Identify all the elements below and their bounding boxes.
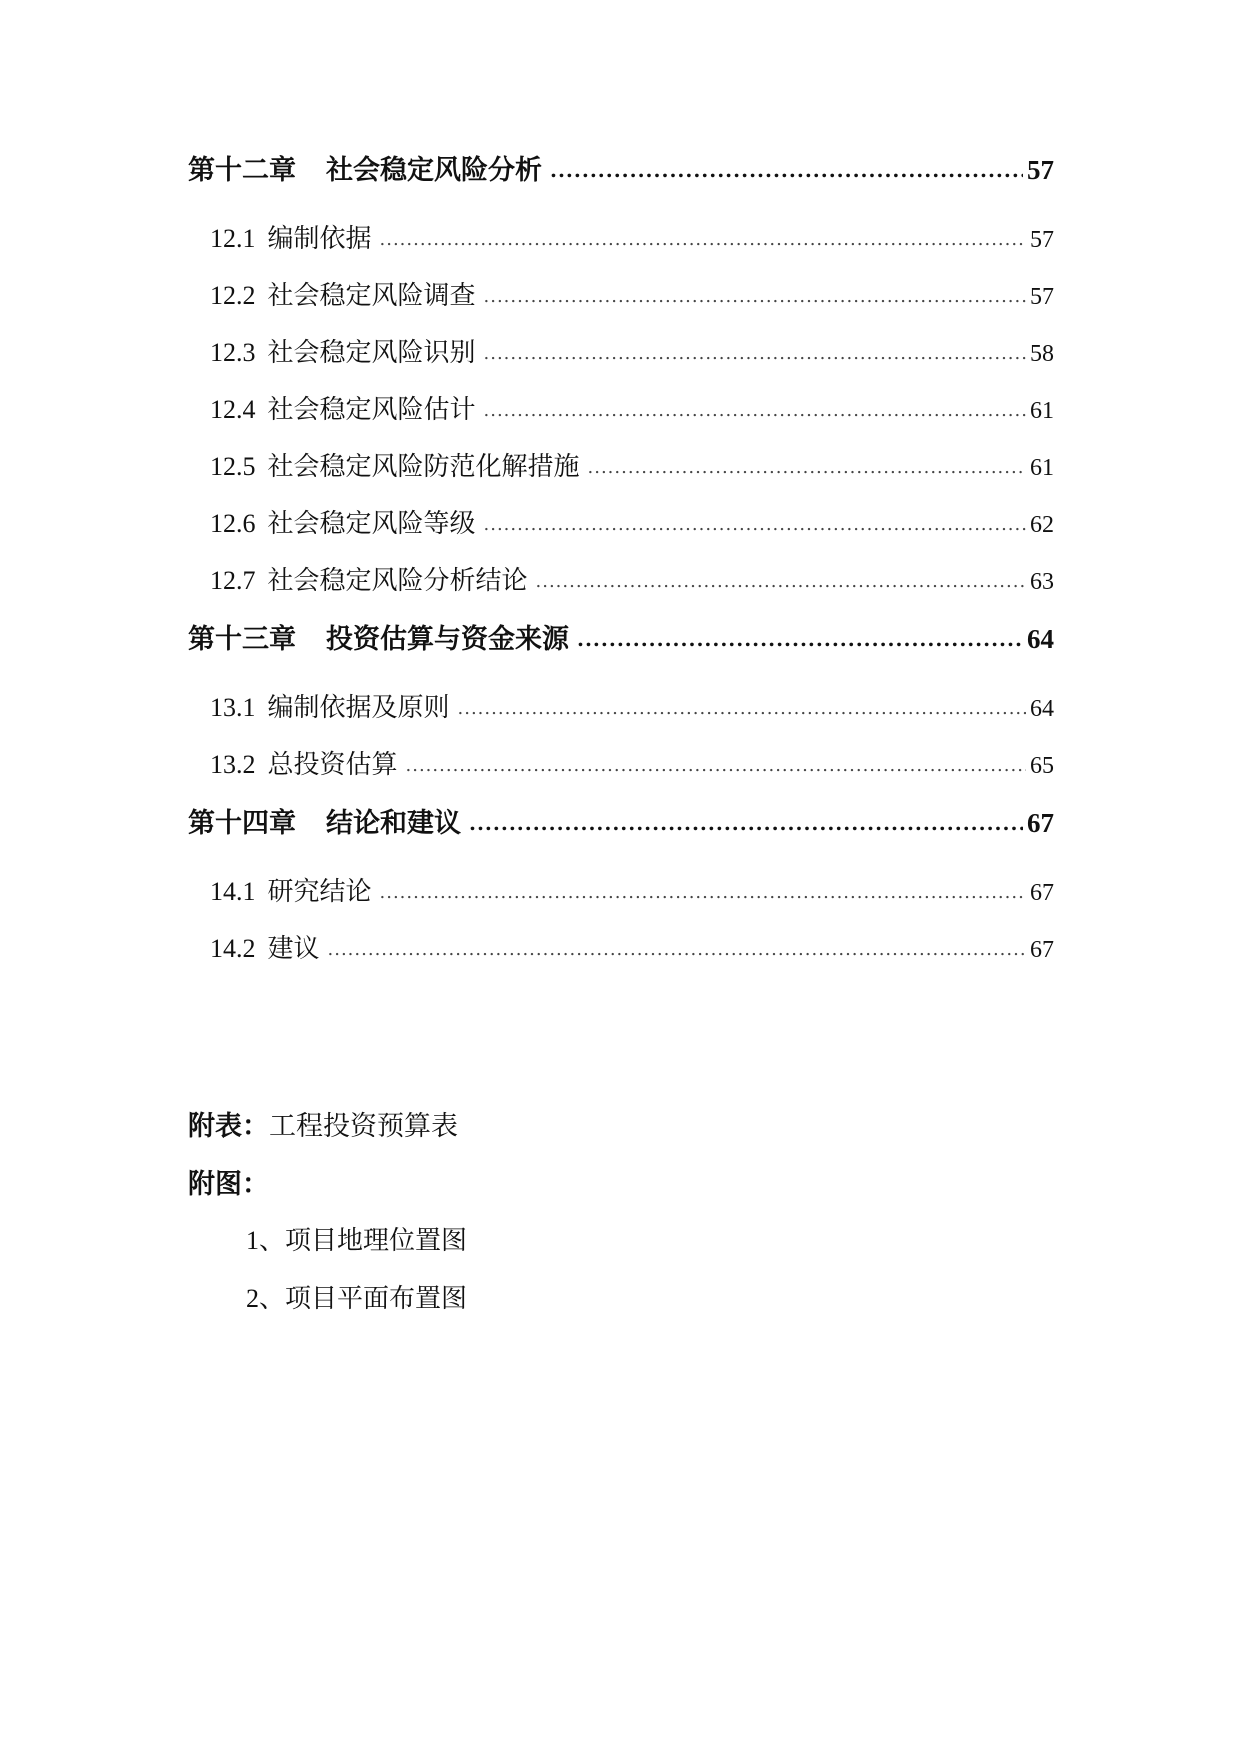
dot-leader [484, 514, 1026, 535]
section-page-number: 64 [1030, 696, 1054, 722]
dot-leader [380, 882, 1026, 903]
section-number: 13.2 [210, 750, 256, 779]
section-title: 建议 [267, 934, 320, 964]
toc-section-12-6[interactable] [188, 503, 1054, 560]
figure-title: 项目地理位置图 [285, 1226, 468, 1256]
toc-chapter-13[interactable] [188, 617, 1054, 687]
section-page-number: 57 [1030, 284, 1054, 310]
section-title: 社会稳定风险识别 [267, 338, 476, 368]
section-title: 社会稳定风险等级 [267, 509, 476, 539]
toc-section-12-1[interactable] [188, 218, 1054, 275]
toc-section-12-3[interactable] [188, 332, 1054, 389]
dot-leader [328, 939, 1026, 960]
chapter-title: 结论和建议 [326, 808, 461, 839]
dot-leader [484, 343, 1026, 364]
chapter-label: 第十二章 [188, 155, 296, 186]
dot-leader [577, 627, 1023, 651]
figure-index: 2、 [246, 1284, 286, 1313]
figure-title: 项目平面布置图 [285, 1284, 468, 1314]
toc-section-12-5[interactable] [188, 446, 1054, 503]
toc-section-14-1[interactable] [188, 871, 1054, 928]
section-title: 编制依据及原则 [267, 693, 450, 723]
appendix-figure-item-1 [188, 1220, 888, 1278]
appendix-table-label: 附表： [188, 1111, 269, 1142]
section-page-number: 61 [1030, 398, 1054, 424]
section-title: 社会稳定风险分析结论 [267, 566, 528, 596]
section-number: 12.3 [210, 338, 256, 367]
chapter-label: 第十三章 [188, 624, 296, 655]
dot-leader [406, 755, 1026, 776]
appendix-figure-item-2 [188, 1278, 888, 1336]
section-page-number: 61 [1030, 455, 1054, 481]
section-title: 社会稳定风险调查 [267, 281, 476, 311]
chapter-page-number: 67 [1027, 808, 1054, 838]
section-title: 社会稳定风险估计 [267, 395, 476, 425]
section-number: 13.1 [210, 693, 256, 722]
dot-leader [588, 457, 1026, 478]
section-number: 12.4 [210, 395, 256, 424]
dot-leader [458, 698, 1026, 719]
section-number: 14.2 [210, 934, 256, 963]
section-title: 研究结论 [267, 877, 372, 907]
appendix-figure-line [188, 1162, 888, 1220]
table-of-contents [188, 148, 1054, 985]
appendix-table-title: 工程投资预算表 [269, 1111, 458, 1142]
toc-section-13-1[interactable] [188, 687, 1054, 744]
dot-leader [469, 811, 1023, 835]
dot-leader [536, 571, 1026, 592]
section-page-number: 67 [1030, 880, 1054, 906]
figure-index: 1、 [246, 1226, 286, 1255]
section-number: 12.1 [210, 224, 256, 253]
section-number: 14.1 [210, 877, 256, 906]
chapter-title: 投资估算与资金来源 [326, 624, 569, 655]
chapter-title: 社会稳定风险分析 [326, 155, 542, 186]
appendix-list [188, 1104, 888, 1336]
section-page-number: 67 [1030, 937, 1054, 963]
section-page-number: 63 [1030, 569, 1054, 595]
section-number: 12.7 [210, 566, 256, 595]
toc-section-12-7[interactable] [188, 560, 1054, 617]
section-title: 编制依据 [267, 224, 372, 254]
section-number: 12.2 [210, 281, 256, 310]
section-title: 总投资估算 [267, 750, 398, 780]
dot-leader [550, 158, 1023, 182]
chapter-page-number: 57 [1027, 155, 1054, 185]
section-title: 社会稳定风险防范化解措施 [267, 452, 580, 482]
dot-leader [484, 286, 1026, 307]
dot-leader [484, 400, 1026, 421]
toc-section-13-2[interactable] [188, 744, 1054, 801]
toc-section-14-2[interactable] [188, 928, 1054, 985]
section-page-number: 62 [1030, 512, 1054, 538]
section-number: 12.5 [210, 452, 256, 481]
section-page-number: 65 [1030, 753, 1054, 779]
chapter-label: 第十四章 [188, 808, 296, 839]
section-number: 12.6 [210, 509, 256, 538]
appendix-table-line [188, 1104, 888, 1162]
toc-chapter-14[interactable] [188, 801, 1054, 871]
toc-chapter-12[interactable] [188, 148, 1054, 218]
section-page-number: 57 [1030, 227, 1054, 253]
appendix-figure-label: 附图： [188, 1169, 269, 1200]
chapter-page-number: 64 [1027, 624, 1054, 654]
toc-section-12-4[interactable] [188, 389, 1054, 446]
section-page-number: 58 [1030, 341, 1054, 367]
dot-leader [380, 229, 1026, 250]
toc-section-12-2[interactable] [188, 275, 1054, 332]
